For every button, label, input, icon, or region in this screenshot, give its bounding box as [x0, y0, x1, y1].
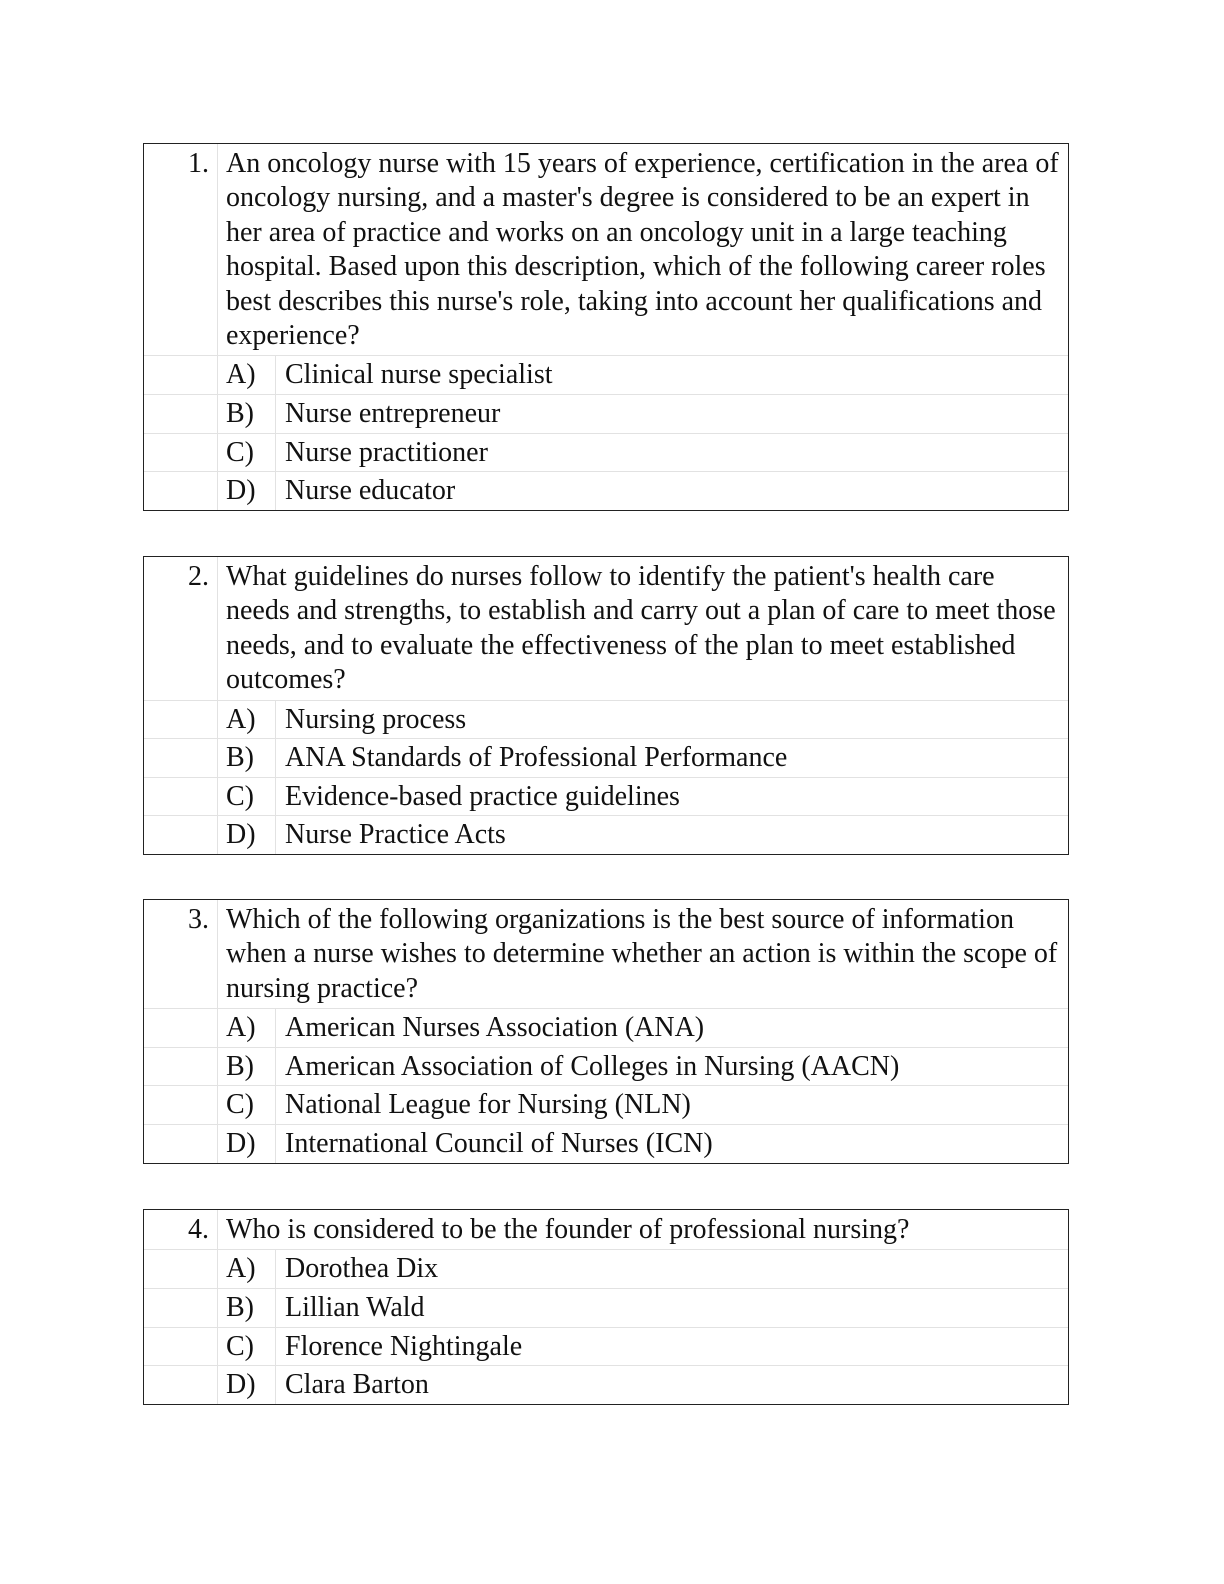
- option-letter: B): [218, 1289, 276, 1327]
- option-text: Clinical nurse specialist: [285, 359, 553, 391]
- option-text: ANA Standards of Professional Performance: [285, 742, 788, 774]
- question-number: 3.: [144, 900, 218, 1008]
- answer-option: [144, 1048, 1068, 1087]
- option-letter: A): [218, 701, 276, 739]
- question-row: [144, 1210, 1068, 1250]
- answer-option: [144, 778, 1068, 817]
- option-text: Lillian Wald: [285, 1292, 425, 1323]
- option-letter: B): [218, 395, 276, 433]
- option-text: Dorothea Dix: [285, 1253, 439, 1285]
- option-letter: A): [218, 1009, 276, 1047]
- answer-option: [144, 434, 1068, 473]
- question-number: 4.: [144, 1210, 218, 1249]
- question-row: [144, 900, 1068, 1009]
- option-text: American Nurses Association (ANA): [285, 1012, 705, 1044]
- answer-option: [144, 1289, 1068, 1328]
- option-text: International Council of Nurses (ICN): [285, 1128, 713, 1159]
- question-text: What guidelines do nurses follow to identify the patient's health care needs and strengths, to establish and carry out a plan of care to meet those needs, and to evaluate the effectiveness of the plan to meet established outcomes?: [226, 561, 1056, 696]
- option-letter: C): [218, 434, 276, 472]
- option-text: Florence Nightingale: [285, 1330, 523, 1362]
- answer-option: [144, 816, 1068, 854]
- question-block-1: [143, 143, 1069, 511]
- option-text: Nurse practitioner: [285, 436, 488, 468]
- answer-option: [144, 1086, 1068, 1125]
- option-letter: D): [218, 472, 276, 510]
- question-text: Who is considered to be the founder of professional nursing?: [226, 1214, 910, 1245]
- option-letter: B): [218, 1048, 276, 1086]
- option-text: Nurse Practice Acts: [285, 819, 506, 851]
- option-letter: C): [218, 1328, 276, 1366]
- answer-option: [144, 395, 1068, 434]
- question-block-2: [143, 556, 1069, 855]
- question-block-3: [143, 899, 1069, 1164]
- answer-option: [144, 739, 1068, 778]
- answer-option: [144, 1328, 1068, 1367]
- question-row: [144, 557, 1068, 701]
- option-letter: D): [218, 1125, 276, 1163]
- answer-option: [144, 356, 1068, 395]
- option-letter: C): [218, 778, 276, 816]
- question-number: 1.: [144, 144, 218, 355]
- option-letter: A): [218, 1250, 276, 1288]
- answer-option: [144, 701, 1068, 740]
- answer-option: [144, 1009, 1068, 1048]
- option-letter: C): [218, 1086, 276, 1124]
- question-text: An oncology nurse with 15 years of experience, certification in the area of oncology nursing, and a master's degree is considered to be an expert in her area of practice and works on an oncology unit in a large teaching hospital. Based upon this description, which of the following career roles best describes this nurse's role, taking into account her qualifications and experience?: [226, 148, 1059, 352]
- option-letter: B): [218, 739, 276, 777]
- answer-option: [144, 1250, 1068, 1289]
- answer-option: [144, 1125, 1068, 1163]
- option-letter: D): [218, 1366, 276, 1404]
- option-text: Nurse entrepreneur: [285, 398, 501, 430]
- option-text: American Association of Colleges in Nursing (AACN): [285, 1050, 900, 1082]
- question-text: Which of the following organizations is the best source of information when a nurse wishes to determine whether an action is within the scope of nursing practice?: [226, 904, 1058, 1004]
- option-text: Nursing process: [285, 703, 467, 735]
- option-text: Nurse educator: [285, 475, 456, 507]
- option-text: Evidence-based practice guidelines: [285, 780, 680, 812]
- option-text: Clara Barton: [285, 1369, 429, 1401]
- answer-option: [144, 472, 1068, 510]
- option-text: National League for Nursing (NLN): [285, 1089, 691, 1121]
- answer-option: [144, 1366, 1068, 1404]
- question-number: 2.: [144, 557, 218, 700]
- option-letter: A): [218, 356, 276, 394]
- question-row: [144, 144, 1068, 356]
- option-letter: D): [218, 816, 276, 854]
- question-block-4: [143, 1209, 1069, 1405]
